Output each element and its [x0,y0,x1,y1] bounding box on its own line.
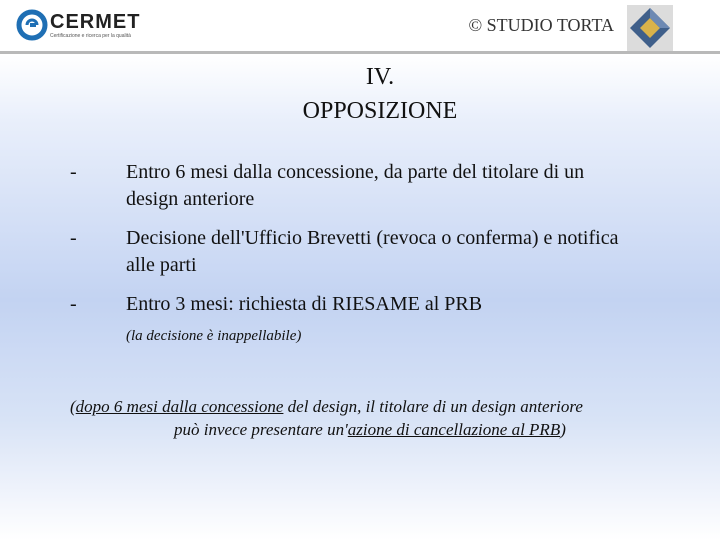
list-item-text [126,159,686,213]
note-text: (la decisione è inappellabile) [126,328,302,344]
list-item-text [126,225,686,279]
paren-close: ) [560,420,566,439]
studio-torta-label: © STUDIO TORTA [468,15,614,35]
list-bullet: - [70,161,77,183]
logo-wordmark: CERMET [50,11,141,33]
logo-tagline: Certificazione e ricerca per la qualità [50,33,131,39]
studio-torta-logo-icon [627,5,673,51]
cermet-logo-icon [16,9,50,43]
header-divider [0,51,720,54]
title-heading: OPPOSIZIONE [302,98,458,124]
list-bullet: - [70,293,77,315]
paragraph-line-2 [70,418,700,441]
paren-open: ( [70,397,76,416]
header-bar [0,0,720,52]
list-item-text [126,291,686,318]
slide-title [0,60,720,128]
title-number: IV. [365,64,395,90]
cermet-logo [16,8,140,44]
paragraph-text: del design, il titolare di un design anteriore [283,397,583,416]
list-item-line: Entro 3 mesi: richiesta di RIESAME al PRB [126,293,483,315]
underlined-phrase: dopo 6 mesi dalla concessione [75,397,284,416]
paragraph-text: può invece presentare un' [174,420,348,439]
bottom-paragraph [70,395,700,441]
list-bullet: - [70,227,77,249]
list-item-line: Entro 6 mesi dalla concessione, da parte del titolare di un [126,161,585,183]
underlined-phrase: azione di cancellazione al PRB [347,420,561,439]
list-item-line: Decisione dell'Ufficio Brevetti (revoca o conferma) e notifica [126,227,619,249]
list-item-line: alle parti [126,254,197,276]
list-item-line: design anteriore [126,188,255,210]
